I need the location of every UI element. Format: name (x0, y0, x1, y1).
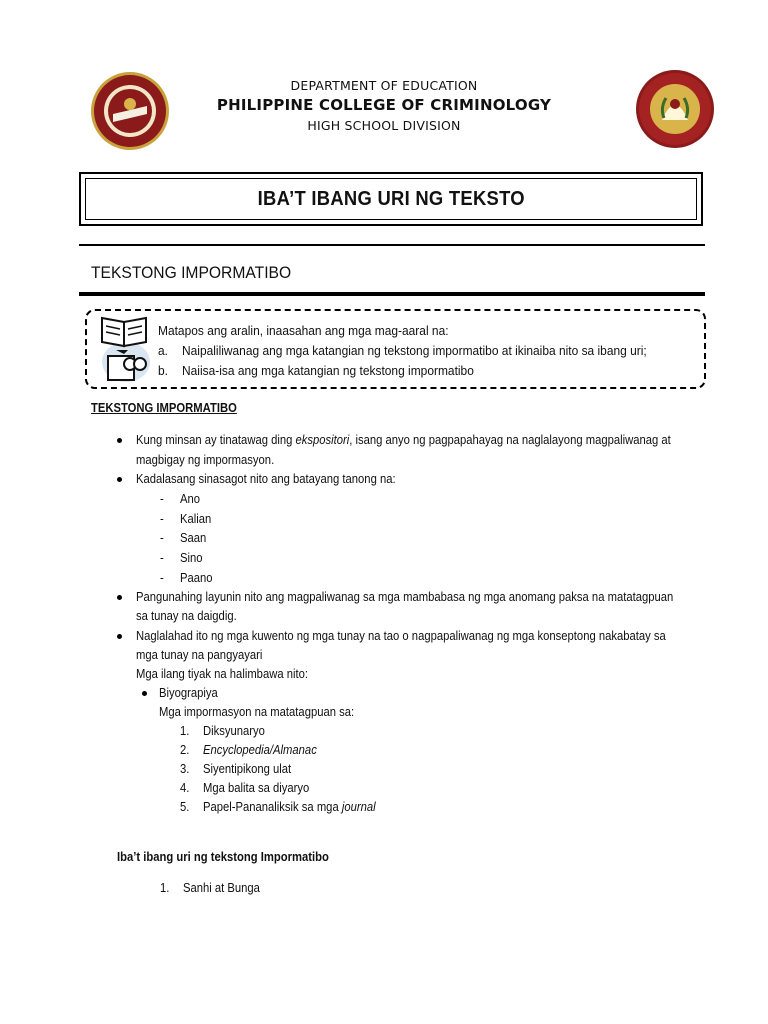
department-name: DEPARTMENT OF EDUCATION (290, 78, 478, 93)
bullet-4-line-2: mga tunay na pangyayari (136, 648, 263, 662)
examples-intro: Mga ilang tiyak na halimbawa nito: (136, 667, 308, 681)
source-item: Diksyunaryo (203, 724, 265, 738)
type-number: 1. (160, 881, 170, 895)
question-item: Paano (180, 571, 213, 585)
content-subheading: TEKSTONG IMPORMATIBO (91, 401, 237, 415)
question-dash: - (160, 531, 164, 545)
division-name: HIGH SCHOOL DIVISION (307, 118, 461, 133)
bullet-3-line-2: sa tunay na daigdig. (136, 609, 237, 623)
source-number: 3. (180, 762, 190, 776)
objective-marker-b: b. (158, 363, 168, 378)
bullet-3-line-1: Pangunahing layunin nito ang magpaliwanag sa mga mambabasa ng mga anomang paksa na matatagpuan (136, 590, 674, 604)
source-item: Siyentipikong ulat (203, 762, 292, 776)
source-number: 1. (180, 724, 190, 738)
bullet-dot (117, 634, 122, 639)
question-item: Ano (180, 492, 201, 506)
bullet-dot (117, 438, 122, 443)
source-number: 4. (180, 781, 190, 795)
college-name: PHILIPPINE COLLEGE OF CRIMINOLOGY (216, 96, 552, 114)
bullet-2: Kadalasang sinasagot nito ang batayang tanong na: (136, 472, 396, 486)
document-title: IBA’T IBANG URI NG TEKSTO (257, 187, 525, 210)
source-item: Papel-Pananaliksik sa mga journal (203, 800, 376, 814)
bullet-dot (117, 477, 122, 482)
section-heading: TEKSTONG IMPORMATIBO (91, 263, 292, 282)
question-dash: - (160, 571, 164, 585)
bullet-4-line-1: Naglalahad ito ng mga kuwento ng mga tunay na tao o nagpapaliwanag ng mga konseptong nakabatay sa (136, 629, 666, 643)
bullet-dot (142, 691, 147, 696)
question-dash: - (160, 492, 164, 506)
source-number: 5. (180, 800, 190, 814)
source-number: 2. (180, 743, 190, 757)
objective-marker-a: a. (158, 343, 168, 358)
title-box (79, 172, 703, 226)
objective-a: Naipaliliwanag ang mga katangian ng tekstong impormatibo at ikinaiba nito sa ibang uri; (182, 343, 647, 358)
heading-top-rule (79, 244, 705, 246)
book-reader-icon (96, 310, 154, 386)
sub-bullet-biyograpiya: Biyograpiya (159, 686, 218, 700)
types-heading: Iba’t ibang uri ng tekstong Impormatibo (117, 850, 329, 864)
objective-b: Naiisa-isa ang mga katangian ng tekstong impormatibo (182, 363, 474, 378)
bullet-1-line-2: magbigay ng impormasyon. (136, 453, 275, 467)
heading-bottom-rule (79, 292, 705, 296)
bullet-1-line-1: Kung minsan ay tinatawag ding ekspositori, isang anyo ng pagpapahayag na naglalayong magpaliwanag at (136, 433, 671, 447)
title-inner-frame (85, 178, 697, 220)
source-item: Encyclopedia/Almanac (203, 743, 317, 757)
bullet-dot (117, 595, 122, 600)
objectives-intro: Matapos ang aralin, inaasahan ang mga mag-aaral na: (158, 323, 449, 338)
sources-intro: Mga impormasyon na matatagpuan sa: (159, 705, 355, 719)
source-item: Mga balita sa diyaryo (203, 781, 310, 795)
question-dash: - (160, 512, 164, 526)
question-item: Sino (180, 551, 203, 565)
type-item: Sanhi at Bunga (183, 881, 260, 895)
question-item: Kalian (180, 512, 212, 526)
question-item: Saan (180, 531, 207, 545)
question-dash: - (160, 551, 164, 565)
